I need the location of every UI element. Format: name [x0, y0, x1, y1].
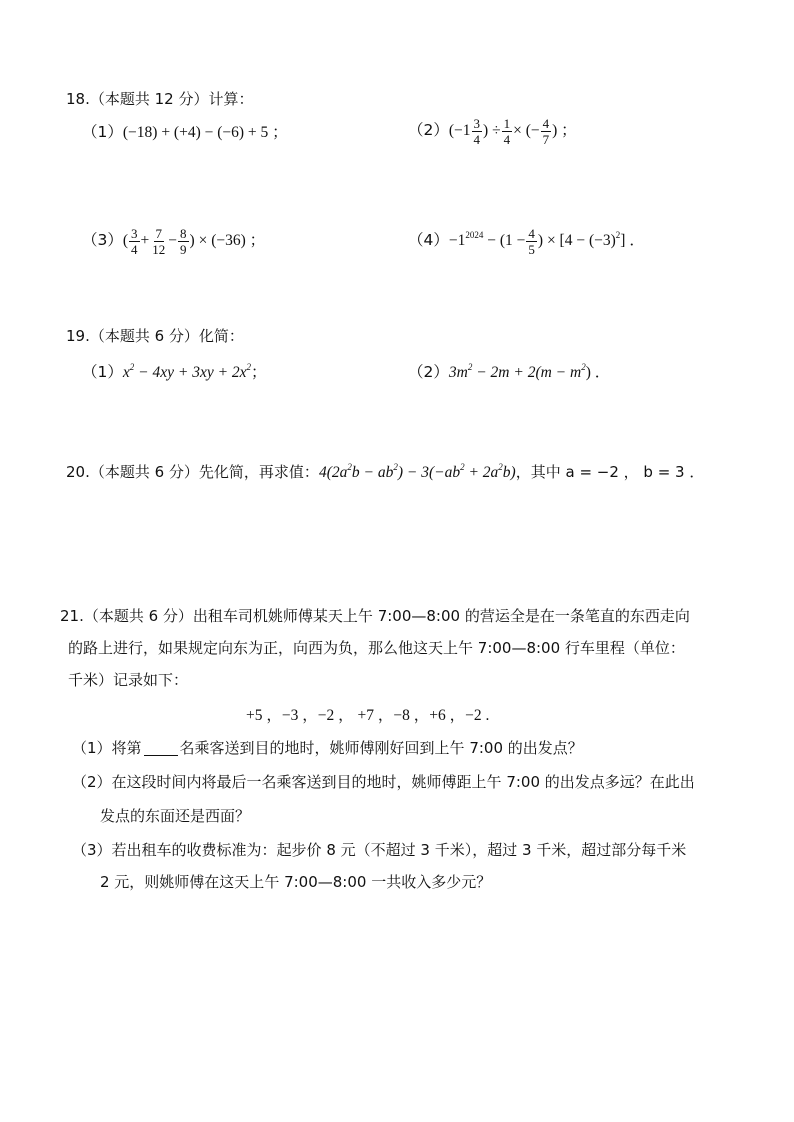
fraction-denominator: 12	[152, 242, 166, 257]
q18-part2-mid1: ) ÷	[483, 122, 501, 140]
q18-part4-text3: ) × [4 − (−3)	[537, 232, 616, 250]
q18-part3-fraction-2	[150, 226, 167, 257]
q18-part4-exponent-1: 2024	[465, 230, 484, 241]
q18-part2	[408, 116, 577, 147]
q18-part3-mid1: +	[140, 232, 150, 250]
q20-expr-3: ) − 3(−ab	[397, 464, 461, 481]
q18-part2-mid2: × (−	[513, 122, 540, 140]
fraction-numerator: 8	[180, 226, 187, 241]
q18-part3-end: ) × (−36) ；	[189, 232, 266, 250]
q19-part1-b: − 4xy + 3xy + 2x	[134, 364, 247, 381]
q20-exp-2: 2	[393, 462, 398, 472]
q21-sub-1	[72, 738, 583, 758]
q19-part2-exponent-2: 2	[581, 362, 586, 372]
q18-part4-label: （4）	[408, 231, 449, 250]
q19-part1	[82, 362, 267, 383]
fraction-numerator: 3	[131, 226, 138, 241]
q21-sub-3-line-2: 2 元，则姚师傅在这天上午 7:00—8:00 一共收入多少元？	[100, 873, 492, 891]
q18-part2-fraction-3	[541, 116, 552, 147]
fraction-denominator: 4	[473, 132, 481, 147]
q21-mileage-record: +5 ，−3 ，−2 ， +7 ，−8 ，+6 ，−2 .	[246, 707, 490, 724]
q19-part2-exponent-1: 2	[467, 362, 473, 372]
q21-line-3: 千米）记录如下：	[68, 671, 189, 689]
fraction-numerator: 1	[503, 116, 511, 131]
q20-expr-1: 4(2a	[318, 464, 348, 481]
q18-part4-exponent-2: 2	[615, 230, 621, 241]
q18-part1	[82, 122, 288, 143]
q19-part2-label: （2）	[408, 363, 449, 381]
fraction-denominator: 4	[131, 242, 138, 257]
q18-part1-expr: (−18) + (+4) − (−6) + 5 ；	[122, 124, 288, 141]
q18-part2-fraction-2	[502, 116, 513, 147]
q19-header: 19.（本题共 6 分）化简：	[66, 327, 244, 345]
fraction-numerator: 7	[155, 226, 163, 241]
q19-part1-exponent-2: 2	[246, 362, 252, 372]
q19-part1-label: （1）	[82, 363, 123, 381]
q18-part3-mid2: −	[168, 232, 178, 250]
q18-part4	[408, 226, 645, 257]
q18-part3-fraction-1	[129, 226, 140, 257]
fraction-numerator: 4	[542, 116, 550, 131]
q18-part2-fraction-1	[472, 116, 483, 147]
q21-line-2: 的路上进行，如果规定向东为正，向西为负，那么他这天上午 7:00—8:00 行车里程（单位：	[68, 639, 685, 657]
q19-part2	[408, 362, 610, 383]
q18-part3-fraction-3	[178, 226, 189, 257]
q18-part4-fraction	[526, 226, 537, 257]
q18-part3	[82, 226, 265, 257]
q20-exp-1: 2	[347, 462, 352, 472]
fraction-denominator: 9	[180, 242, 187, 257]
q18-part4-text4: ] ．	[620, 232, 645, 250]
answer-blank	[144, 740, 178, 756]
q20-line	[66, 462, 704, 483]
q19-part1-a: x	[122, 364, 130, 381]
q21-sub-2-line-1: （2）在这段时间内将最后一名乘客送到目的地时，姚师傅距上午 7:00 的出发点多远？在此出	[72, 773, 695, 791]
fraction-numerator: 4	[528, 226, 535, 241]
q20-header: 20.（本题共 6 分）先化简，再求值：	[66, 463, 319, 481]
q20-exp-3: 2	[460, 462, 465, 472]
q19-part2-end: ) ．	[585, 364, 611, 381]
q20-exp-4: 2	[498, 462, 503, 472]
q18-part3-open: (	[122, 232, 129, 250]
q20-condition: ，其中 a = −2 ， b = 3 ．	[515, 463, 705, 481]
q18-part3-label: （3）	[82, 231, 123, 250]
q20-expr-5: b)	[502, 464, 516, 481]
q18-part2-end: ) ；	[552, 122, 577, 140]
q19-part2-b: − 2m + 2(m − m	[472, 364, 582, 381]
q19-part1-end: ；	[251, 364, 267, 381]
fraction-denominator: 4	[503, 132, 511, 147]
q20-expr-4: + 2a	[464, 464, 499, 481]
q21-sub-1-pre: （1）将第	[72, 739, 142, 757]
q21-sub-1-post: 名乘客送到目的地时，姚师傅刚好回到上午 7:00 的出发点？	[179, 739, 583, 757]
q19-part2-a: 3m	[448, 364, 468, 381]
q21-sub-2-line-2: 发点的东面还是西面？	[100, 807, 251, 825]
q20-expression	[319, 464, 516, 481]
fraction-denominator: 5	[528, 242, 535, 257]
q18-part1-label: （1）	[82, 123, 123, 141]
fraction-denominator: 7	[542, 132, 550, 147]
q18-part4-text1: −1	[448, 232, 466, 250]
q18-header: 18.（本题共 12 分）计算：	[66, 90, 254, 108]
q19-part1-exponent-1: 2	[129, 362, 135, 372]
q18-part4-text2: − (1 −	[483, 232, 526, 250]
q21-line-1: 21.（本题共 6 分）出租车司机姚师傅某天上午 7:00—8:00 的营运全是在一条笔直的东西走向	[60, 607, 690, 625]
fraction-numerator: 3	[473, 116, 481, 131]
q20-expr-2: b − ab	[351, 464, 394, 481]
q18-part2-open: (−1	[448, 122, 471, 140]
q18-part2-label: （2）	[408, 121, 449, 140]
q21-sub-3-line-1: （3）若出租车的收费标准为：起步价 8 元（不超过 3 千米），超过 3 千米，超过部分每千米	[72, 841, 687, 859]
